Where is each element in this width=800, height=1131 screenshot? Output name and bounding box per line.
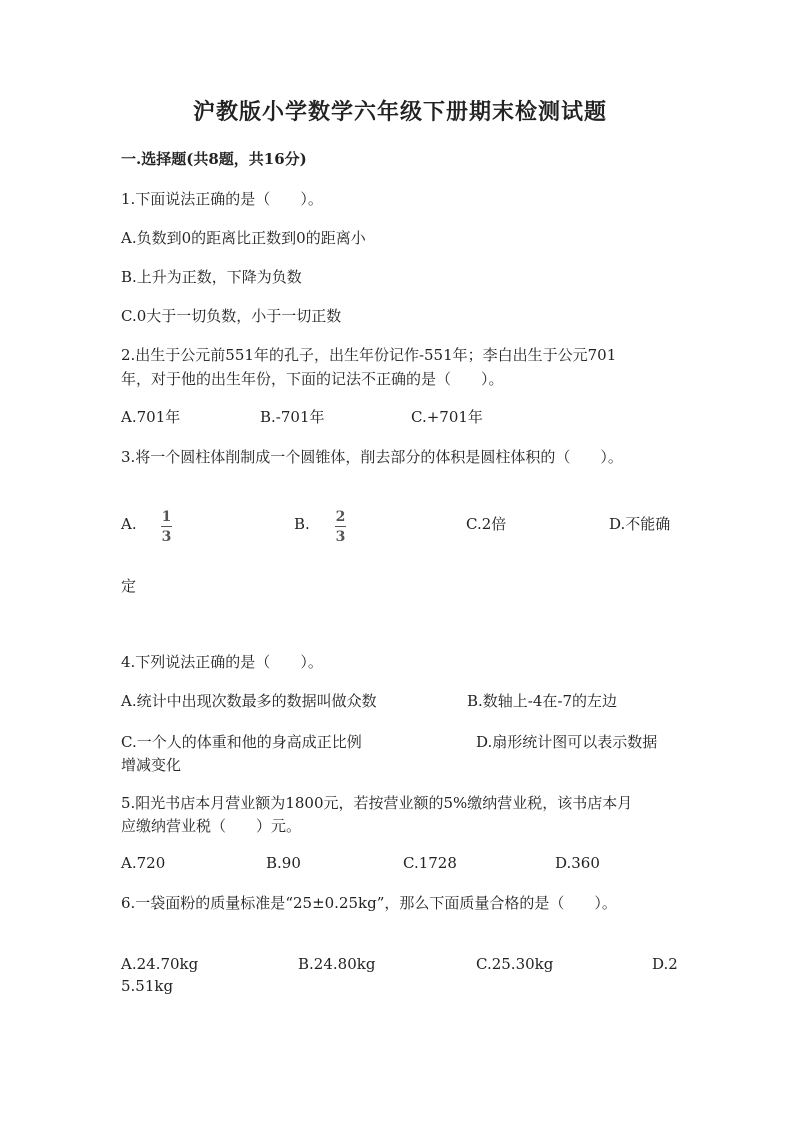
q1-option-c: C.0大于一切负数，小于一切正数 — [121, 307, 342, 325]
q5-option-a: A.720 — [121, 854, 166, 872]
q5-option-b: B.90 — [266, 854, 301, 872]
q6-option-d-continued: 5.51kg — [121, 977, 174, 995]
q1-stem: 1.下面说法正确的是（ ）。 — [121, 190, 323, 208]
q3-stem: 3.将一个圆柱体削制成一个圆锥体，削去部分的体积是圆柱体积的（ ）。 — [121, 448, 623, 466]
q5-option-c: C.1728 — [403, 854, 457, 872]
fraction-numerator: 1 — [161, 509, 172, 525]
q3-option-b-label: B. — [294, 515, 310, 533]
q4-option-d-continued: 增减变化 — [121, 756, 182, 774]
q1-option-b: B.上升为正数，下降为负数 — [121, 268, 302, 286]
q4-stem: 4.下列说法正确的是（ ）。 — [121, 653, 323, 671]
page-title: 沪教版小学数学六年级下册期末检测试题 — [192, 99, 607, 125]
q6-option-d: D.2 — [652, 955, 678, 973]
q4-option-a: A.统计中出现次数最多的数据叫做众数 — [121, 692, 377, 710]
q6-option-b: B.24.80kg — [298, 955, 376, 973]
q6-option-a: A.24.70kg — [121, 955, 199, 973]
q4-option-b: B.数轴上-4在-7的左边 — [467, 692, 618, 710]
q5-stem-line2: 应缴纳营业税（ ）元。 — [121, 817, 302, 835]
q2-option-c: C.+701年 — [411, 408, 483, 426]
q3-option-a-label: A. — [121, 515, 137, 533]
q2-stem-line1: 2.出生于公元前551年的孔子，出生年份记作-551年；李白出生于公元701 — [121, 346, 617, 364]
q3-option-c: C.2倍 — [466, 515, 507, 533]
q2-stem-line2: 年，对于他的出生年份，下面的记法不正确的是（ ）。 — [121, 370, 504, 388]
q1-option-a: A.负数到0的距离比正数到0的距离小 — [121, 229, 366, 247]
q3-option-b-fraction — [335, 509, 346, 545]
q4-option-d: D.扇形统计图可以表示数据 — [476, 733, 658, 751]
q3-option-d: D.不能确 — [609, 515, 671, 533]
q2-option-b: B.-701年 — [260, 408, 325, 426]
q4-option-c: C.一个人的体重和他的身高成正比例 — [121, 733, 362, 751]
q5-stem-line1: 5.阳光书店本月营业额为1800元，若按营业额的5%缴纳营业税，该书店本月 — [121, 794, 633, 812]
q6-option-c: C.25.30kg — [476, 955, 554, 973]
section-heading: 一.选择题(共8题，共16分) — [121, 150, 307, 168]
q3-option-a-fraction — [161, 509, 172, 545]
fraction-bar — [161, 526, 172, 527]
fraction-denominator: 3 — [335, 529, 346, 545]
q5-option-d: D.360 — [555, 854, 600, 872]
q3-option-d-continued: 定 — [121, 577, 137, 595]
fraction-numerator: 2 — [335, 509, 346, 525]
fraction-denominator: 3 — [161, 529, 172, 545]
q6-stem: 6.一袋面粉的质量标准是“25±0.25kg”，那么下面质量合格的是（ ）。 — [121, 894, 617, 912]
q2-option-a: A.701年 — [121, 408, 181, 426]
fraction-bar — [335, 526, 346, 527]
